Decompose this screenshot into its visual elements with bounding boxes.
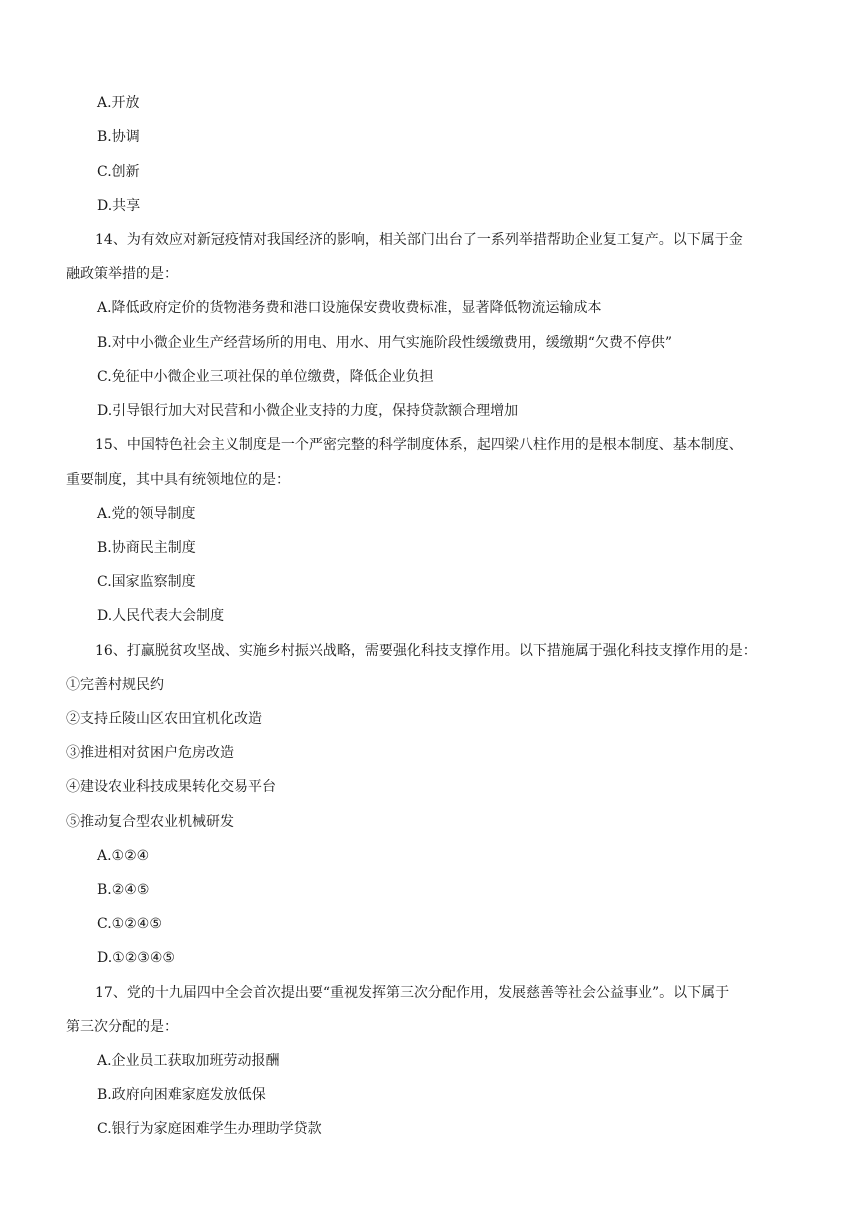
- q15-option-a: A.党的领导制度: [97, 506, 196, 522]
- q14-option-d: D.引导银行加大对民营和小微企业支持的力度，保持贷款额合理增加: [97, 403, 519, 419]
- q15-option-c: C.国家监察制度: [97, 574, 196, 590]
- q14-option-c: C.免征中小微企业三项社保的单位缴费，降低企业负担: [97, 369, 434, 385]
- q16-statement-1: ①完善村规民约: [66, 677, 164, 693]
- q14-option-b: B.对中小微企业生产经营场所的用电、用水、用气实施阶段性缓缴费用，缓缴期“欠费不停供”: [97, 335, 673, 351]
- q15-stem-line1: 15、中国特色社会主义制度是一个严密完整的科学制度体系，起四梁八柱作用的是根本制度、基本制度、: [95, 437, 743, 453]
- q16-option-a: A.①②④: [97, 848, 150, 864]
- q14-stem-line2: 融政策举措的是：: [66, 266, 178, 282]
- q13-option-a: A.开放: [97, 95, 140, 111]
- q16-stem-line1: 16、打赢脱贫攻坚战、实施乡村振兴战略，需要强化科技支撑作用。以下措施属于强化科技支撑作用的是：: [95, 643, 757, 659]
- q16-option-c: C.①②④⑤: [97, 916, 162, 932]
- q15-option-d: D.人民代表大会制度: [97, 608, 225, 624]
- q17-option-a: A.企业员工获取加班劳动报酬: [97, 1053, 280, 1069]
- q16-statement-3: ③推进相对贫困户危房改造: [66, 745, 234, 761]
- q17-option-b: B.政府向困难家庭发放低保: [97, 1087, 266, 1103]
- q13-option-c: C.创新: [97, 164, 140, 180]
- q15-option-b: B.协商民主制度: [97, 540, 196, 556]
- q16-statement-5: ⑤推动复合型农业机械研发: [66, 814, 234, 830]
- q16-option-d: D.①②③④⑤: [97, 950, 175, 966]
- q17-option-c: C.银行为家庭困难学生办理助学贷款: [97, 1121, 322, 1137]
- q15-stem-line2: 重要制度，其中具有统领地位的是：: [66, 472, 290, 488]
- q17-stem-line1: 17、党的十九届四中全会首次提出要“重视发挥第三次分配作用，发展慈善等社会公益事业”。以下属于: [95, 985, 730, 1001]
- q17-stem-line2: 第三次分配的是：: [66, 1019, 178, 1035]
- q14-option-a: A.降低政府定价的货物港务费和港口设施保安费收费标准，显著降低物流运输成本: [97, 300, 602, 316]
- q13-option-b: B.协调: [97, 129, 140, 145]
- q16-statement-2: ②支持丘陵山区农田宜机化改造: [66, 711, 262, 727]
- q13-option-d: D.共享: [97, 198, 141, 214]
- q16-option-b: B.②④⑤: [97, 882, 150, 898]
- q16-statement-4: ④建设农业科技成果转化交易平台: [66, 779, 276, 795]
- q14-stem-line1: 14、为有效应对新冠疫情对我国经济的影响，相关部门出台了一系列举措帮助企业复工复产。以下属于金: [95, 232, 743, 248]
